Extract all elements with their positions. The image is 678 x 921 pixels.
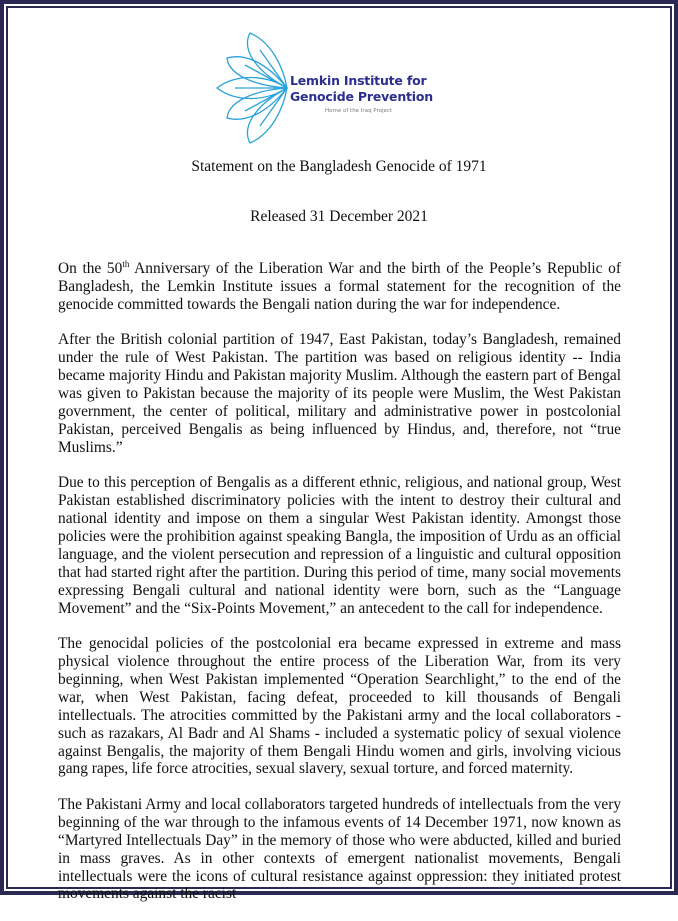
logo-title-line-2: Genocide Prevention: [290, 89, 433, 104]
logo-title: [290, 73, 433, 105]
ordinal-superscript: th: [122, 258, 130, 269]
lemkin-institute-logo: [205, 28, 445, 148]
logo-title-line-1: Lemkin Institute for: [290, 73, 427, 88]
paragraph-1: [58, 260, 621, 314]
paragraph-1-text-start: On the 50: [58, 260, 123, 277]
lotus-leaves-icon: [205, 28, 295, 148]
paragraph-2: After the British colonial partition of 1947, East Pakistan, today’s Bangladesh, remained under the rule of West Pakistan. The partition was based on religious identity -- India became majority Hindu and Pakistan majority Muslim. Although the eastern part of Bengal was given to Pakistan because the majority of its people were Muslim, the West Pakistan government, the center of political, military and administrative power in postcolonial Pakistan, perceived Bengalis as being influenced by Hindus, and, therefore, not “true Muslims.”: [58, 331, 621, 456]
paragraph-1-text-end: Anniversary of the Liberation War and the birth of the People’s Republic of Bangladesh, the Lemkin Institute issues a formal statement for the recognition of the genocide committed towards the Bengali nation during the war for independence.: [58, 260, 621, 313]
paragraph-4: The genocidal policies of the postcolonial era became expressed in extreme and mass physical violence throughout the entire process of the Liberation War, from its very beginning, when West Pakistan implemented “Operation Searchlight,” to the end of the war, when West Pakistan, facing defeat, proceeded to kill thousands of Bengali intellectuals. The atrocities committed by the Pakistani army and the local collaborators - such as razakars, Al Badr and Al Shams - included a systematic policy of sexual violence against Bengalis, the majority of them Bengali Hindu women and girls, involving vicious gang rapes, life force atrocities, sexual slavery, sexual torture, and forced maternity.: [58, 635, 621, 778]
logo-subtitle: Home of the Iraq Project: [325, 108, 393, 114]
release-date: Released 31 December 2021: [250, 208, 428, 225]
document-title: Statement on the Bangladesh Genocide of 1971: [191, 158, 487, 175]
document-body: [58, 260, 621, 921]
paragraph-3: Due to this perception of Bengalis as a different ethnic, religious, and national group, West Pakistan established discriminatory policies with the intent to destroy their cultural and national identity and impose on them a singular West Pakistan identity. Amongst those policies were the prohibition against speaking Bangla, the imposition of Urdu as an official language, and the violent persecution and repression of a linguistic and cultural opposition that had started right after the partition. During this period of time, many social movements expressing Bengali cultural and national identity were born, such as the “Language Movement” and the “Six-Points Movement,” an antecedent to the call for independence.: [58, 474, 621, 617]
paragraph-5: The Pakistani Army and local collaborators targeted hundreds of intellectuals from the very beginning of the war through to the infamous events of 14 December 1971, now known as “Martyred Intellectuals Day” in the memory of those who were abducted, killed and buried in mass graves. As in other contexts of emergent nationalist movements, Bengali intellectuals were the icons of cultural resistance against oppression: they initiated protest movements against the racist: [58, 795, 622, 903]
